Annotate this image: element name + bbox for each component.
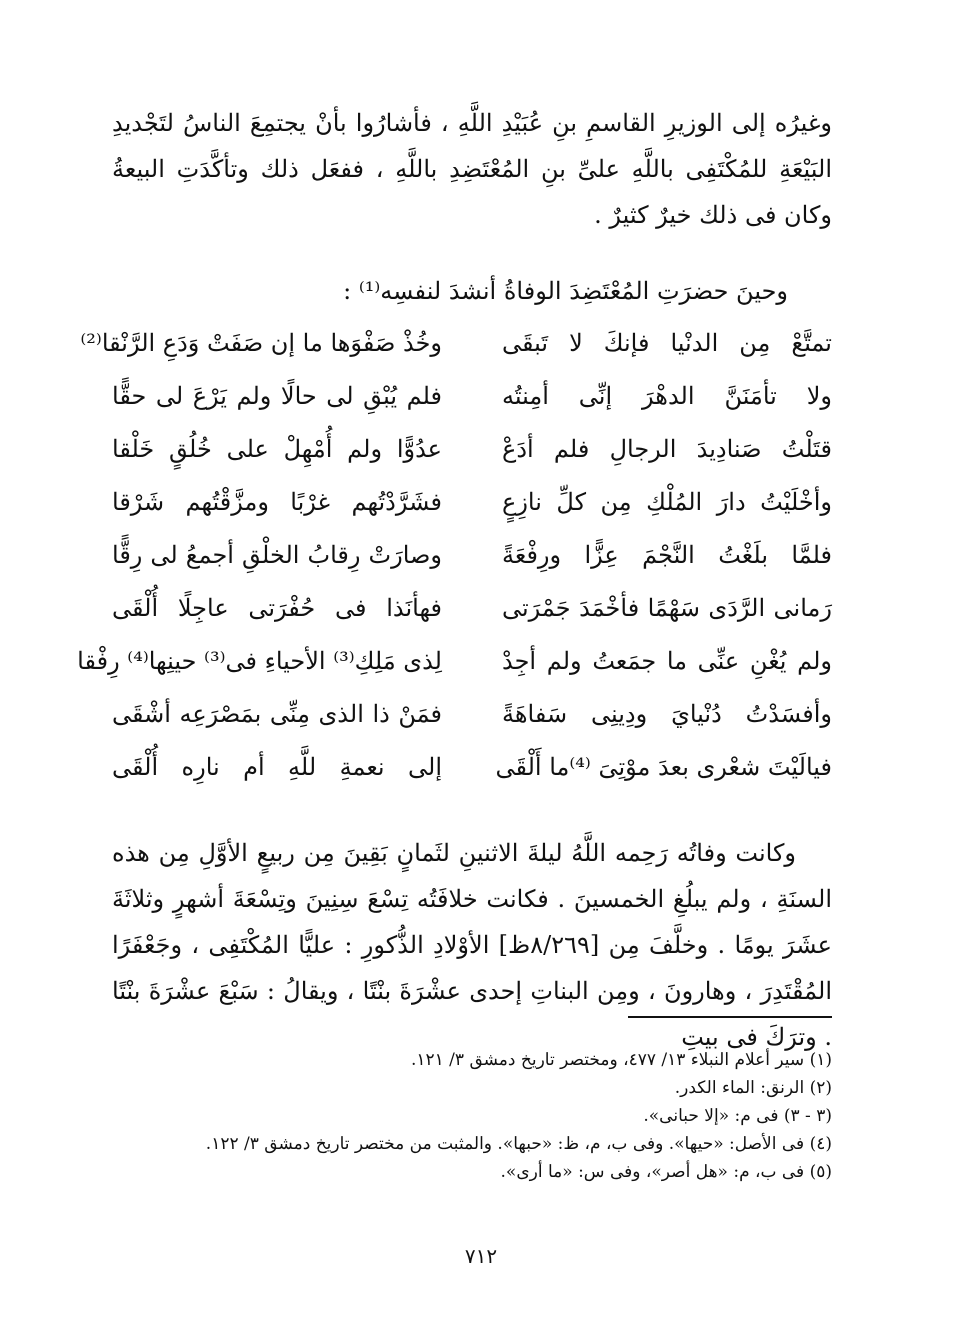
paragraph-bottom: وكانت وفاتُه رَحِمه اللَّهُ ليلةَ الاثنينِ لثَمانٍ بَقِينَ مِن ربيعٍ الأوَّلِ مِن هذه السنَةِ ، ولم يبلُغِ الخمسينَ . فكانت خلافَتُه تِسْعَ سِنِينَ وتِسْعَةَ أشهرٍ وثلاثَةَ عشَرَ يومًا . وخلَّفَ مِن [٨/٢٦٩ظ] الأوْلادِ الذُّكورِ : عليًّا المُكْتَفِى ، وجَعْفَرًا المُقْتَدِرَ ، وهارونَ ، ومِن البناتِ إحدى عشْرَةَ بنْتًا ، ويقالُ : سَبْعَ عشْرَةَ بنْتًا . وترَكَ فى بيتِ: [112, 839, 832, 1051]
footnote-divider: [628, 1016, 832, 1018]
verse-second-hemistich: فهأنَذا فى حُفْرَتى عاجِلًا أُلْقَى: [112, 593, 442, 622]
verse-first-hemistich: وأخْلَيْتُ دارَ المُلْكِ مِن كلِّ نازِعٍ: [502, 487, 832, 516]
footnotes: [112, 1046, 832, 1186]
poem-verse: [112, 687, 832, 740]
poem-verse: [112, 581, 832, 634]
verse-second-hemistich: فمَنْ ذا الذى مِنِّى بمَصْرَعِه أشْقَى: [112, 699, 442, 728]
verse-second-hemistich: فشَرَّدْتُهم غرْبًا ومزَّقْتُهم شَرْقا: [112, 487, 442, 516]
verse-first-hemistich: فلمَّا بلَغْتُ النَّجْمَ عِزًّا ورِفْعَةً: [502, 540, 832, 569]
poem-verse: [80, 316, 832, 369]
verse-first-hemistich: ولا تأمَنَنَّ الدهْرَ إنِّى أمِنتُه: [502, 381, 832, 410]
verse-second-hemistich: وخُذْ صَفْوَها ما إن صَفَتْ وَدَعِ الرَّنْقا⁽²⁾: [80, 328, 442, 357]
poem-verse: [112, 369, 832, 422]
poem-verse: [112, 528, 832, 581]
footnote: (٢) الرنق: الماء الكدر.: [674, 1078, 832, 1098]
verse-second-hemistich: إلى نعمةِ للَّهِ أم نارِه أُلْقَى: [112, 752, 442, 781]
verse-first-hemistich: ولم يُغْنِ عنِّى ما جمَعتُ ولم أجِدْ: [502, 646, 832, 675]
verse-second-hemistich: وصارَتْ رِقابُ الخلْقِ أجمعُ لى رِقًّا: [112, 540, 442, 569]
verse-second-hemistich: لِذى مَلِكِ⁽³⁾ الأحياءِ فى⁽³⁾ حينِها⁽⁴⁾ رِفْقا: [77, 646, 442, 675]
poem-introduction: وحينَ حضرَتِ المُعْتَضِدَ الوفاةُ أنشدَ لنفسِه⁽¹⁾ :: [343, 277, 788, 305]
poem-verse: [77, 634, 832, 687]
footnote: (٤) فى الأصل: «حيها». وفى ب، م، ظ: «حبها». والمثبت من مختصر تاريخ دمشق ٣/ ١٢٢.: [205, 1134, 832, 1154]
verse-second-hemistich: فلم يُبْقِ لى حالًا ولم يَرْعَ لى حقًّا: [112, 381, 442, 410]
poem-verse: [112, 422, 832, 475]
paragraph-top: وغيرُه إلى الوزيرِ القاسمِ بنِ عُبَيْدِ اللَّهِ ، فأشارُوا بأنْ يجتمِعَ الناسُ لتَجْديدِ البَيْعَةِ للمُكْتَفِى باللَّهِ علىِّ بنِ المُعْتَضِدِ باللَّهِ ، ففعَل ذلك وتأكَّدَتِ البيعةُ وكان فى ذلك خيرٌ كثيرٌ .: [112, 109, 832, 229]
poem-verse: [112, 740, 832, 793]
verse-first-hemistich: قتَلْتُ صَنادِيدَ الرجالِ فلم أدَعْ: [502, 434, 832, 463]
poem-verse: [112, 475, 832, 528]
verse-first-hemistich: وأفسَدْتُ دُنْيايَ ودِينِى سَفاهَةً: [502, 699, 832, 728]
verse-first-hemistich: رَمانى الرَّدَى سَهْمًا فأخْمَدَ جَمْرَتى: [502, 593, 832, 622]
page-number: ٧١٢: [464, 1244, 498, 1268]
footnote: (١) سير أعلام النبلاء ١٣/ ٤٧٧، ومختصر تاريخ دمشق ٣/ ١٢١.: [410, 1050, 832, 1070]
poem: [77, 316, 832, 793]
verse-first-hemistich: فيالَيْتَ شعْرى بعدَ موْتِىَ ⁽⁴⁾ما أَلْقَى: [495, 752, 832, 781]
footnote: (٥) فى ب، م: «هل أصر»، وفى س: «ما أرى».: [500, 1162, 832, 1182]
verse-first-hemistich: تمتَّعْ مِن الدنْيا فإنكَ لا تَبقَى: [502, 328, 832, 357]
footnote: (٣ - ٣) فى م: «إلا حبانى».: [643, 1106, 832, 1126]
verse-second-hemistich: عدُوًّا ولم أُمْهِلْ على خُلُقٍ خَلْقا: [112, 434, 442, 463]
